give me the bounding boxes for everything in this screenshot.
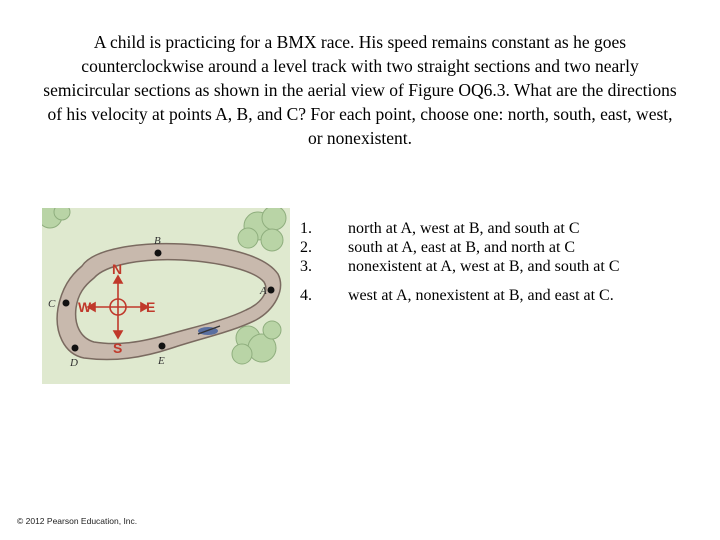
point-b-marker bbox=[155, 250, 162, 257]
point-b-label: B bbox=[154, 235, 161, 247]
bmx-track-figure bbox=[42, 208, 290, 384]
option-text: west at A, nonexistent at B, and east at C. bbox=[348, 287, 614, 304]
track-aerial-view bbox=[42, 208, 290, 384]
question-text: A child is practicing for a BMX race. His speed remains constant as he goes counterclockwise around a level track with two straight sections and two nearly semicircular sections as shown in the aerial view of Figure OQ6.3. What are the directions of his velocity at points A, B, and C? For each point, choose one: north, south, east, west, or nonexistent. bbox=[43, 32, 677, 148]
point-c-marker bbox=[63, 300, 70, 307]
option-number: 4. bbox=[300, 287, 312, 304]
option-text: south at A, east at B, and north at C bbox=[348, 239, 576, 256]
compass-west-label: W bbox=[78, 299, 92, 315]
copyright-notice: © 2012 Pearson Education, Inc. bbox=[17, 516, 138, 526]
point-a-label: A bbox=[260, 285, 267, 297]
point-d-marker bbox=[72, 345, 79, 352]
point-c-label: C bbox=[48, 298, 56, 310]
option-number: 1. bbox=[300, 220, 312, 237]
point-e-label: E bbox=[158, 355, 165, 367]
point-e-marker bbox=[159, 343, 166, 350]
answer-option-3[interactable] bbox=[300, 257, 700, 276]
option-number: 3. bbox=[300, 258, 312, 275]
option-text: nonexistent at A, west at B, and south at C bbox=[348, 258, 620, 275]
answer-options bbox=[300, 219, 700, 305]
compass-east-label: E bbox=[146, 299, 156, 315]
answer-option-4[interactable] bbox=[300, 286, 700, 305]
point-d-label: D bbox=[70, 357, 78, 369]
answer-option-2[interactable] bbox=[300, 238, 700, 257]
compass-north-label: N bbox=[112, 261, 123, 277]
answer-option-1[interactable] bbox=[300, 219, 700, 238]
compass-south-label: S bbox=[113, 340, 123, 356]
option-text: north at A, west at B, and south at C bbox=[348, 220, 580, 237]
option-number: 2. bbox=[300, 239, 312, 256]
point-a-marker bbox=[268, 287, 275, 294]
